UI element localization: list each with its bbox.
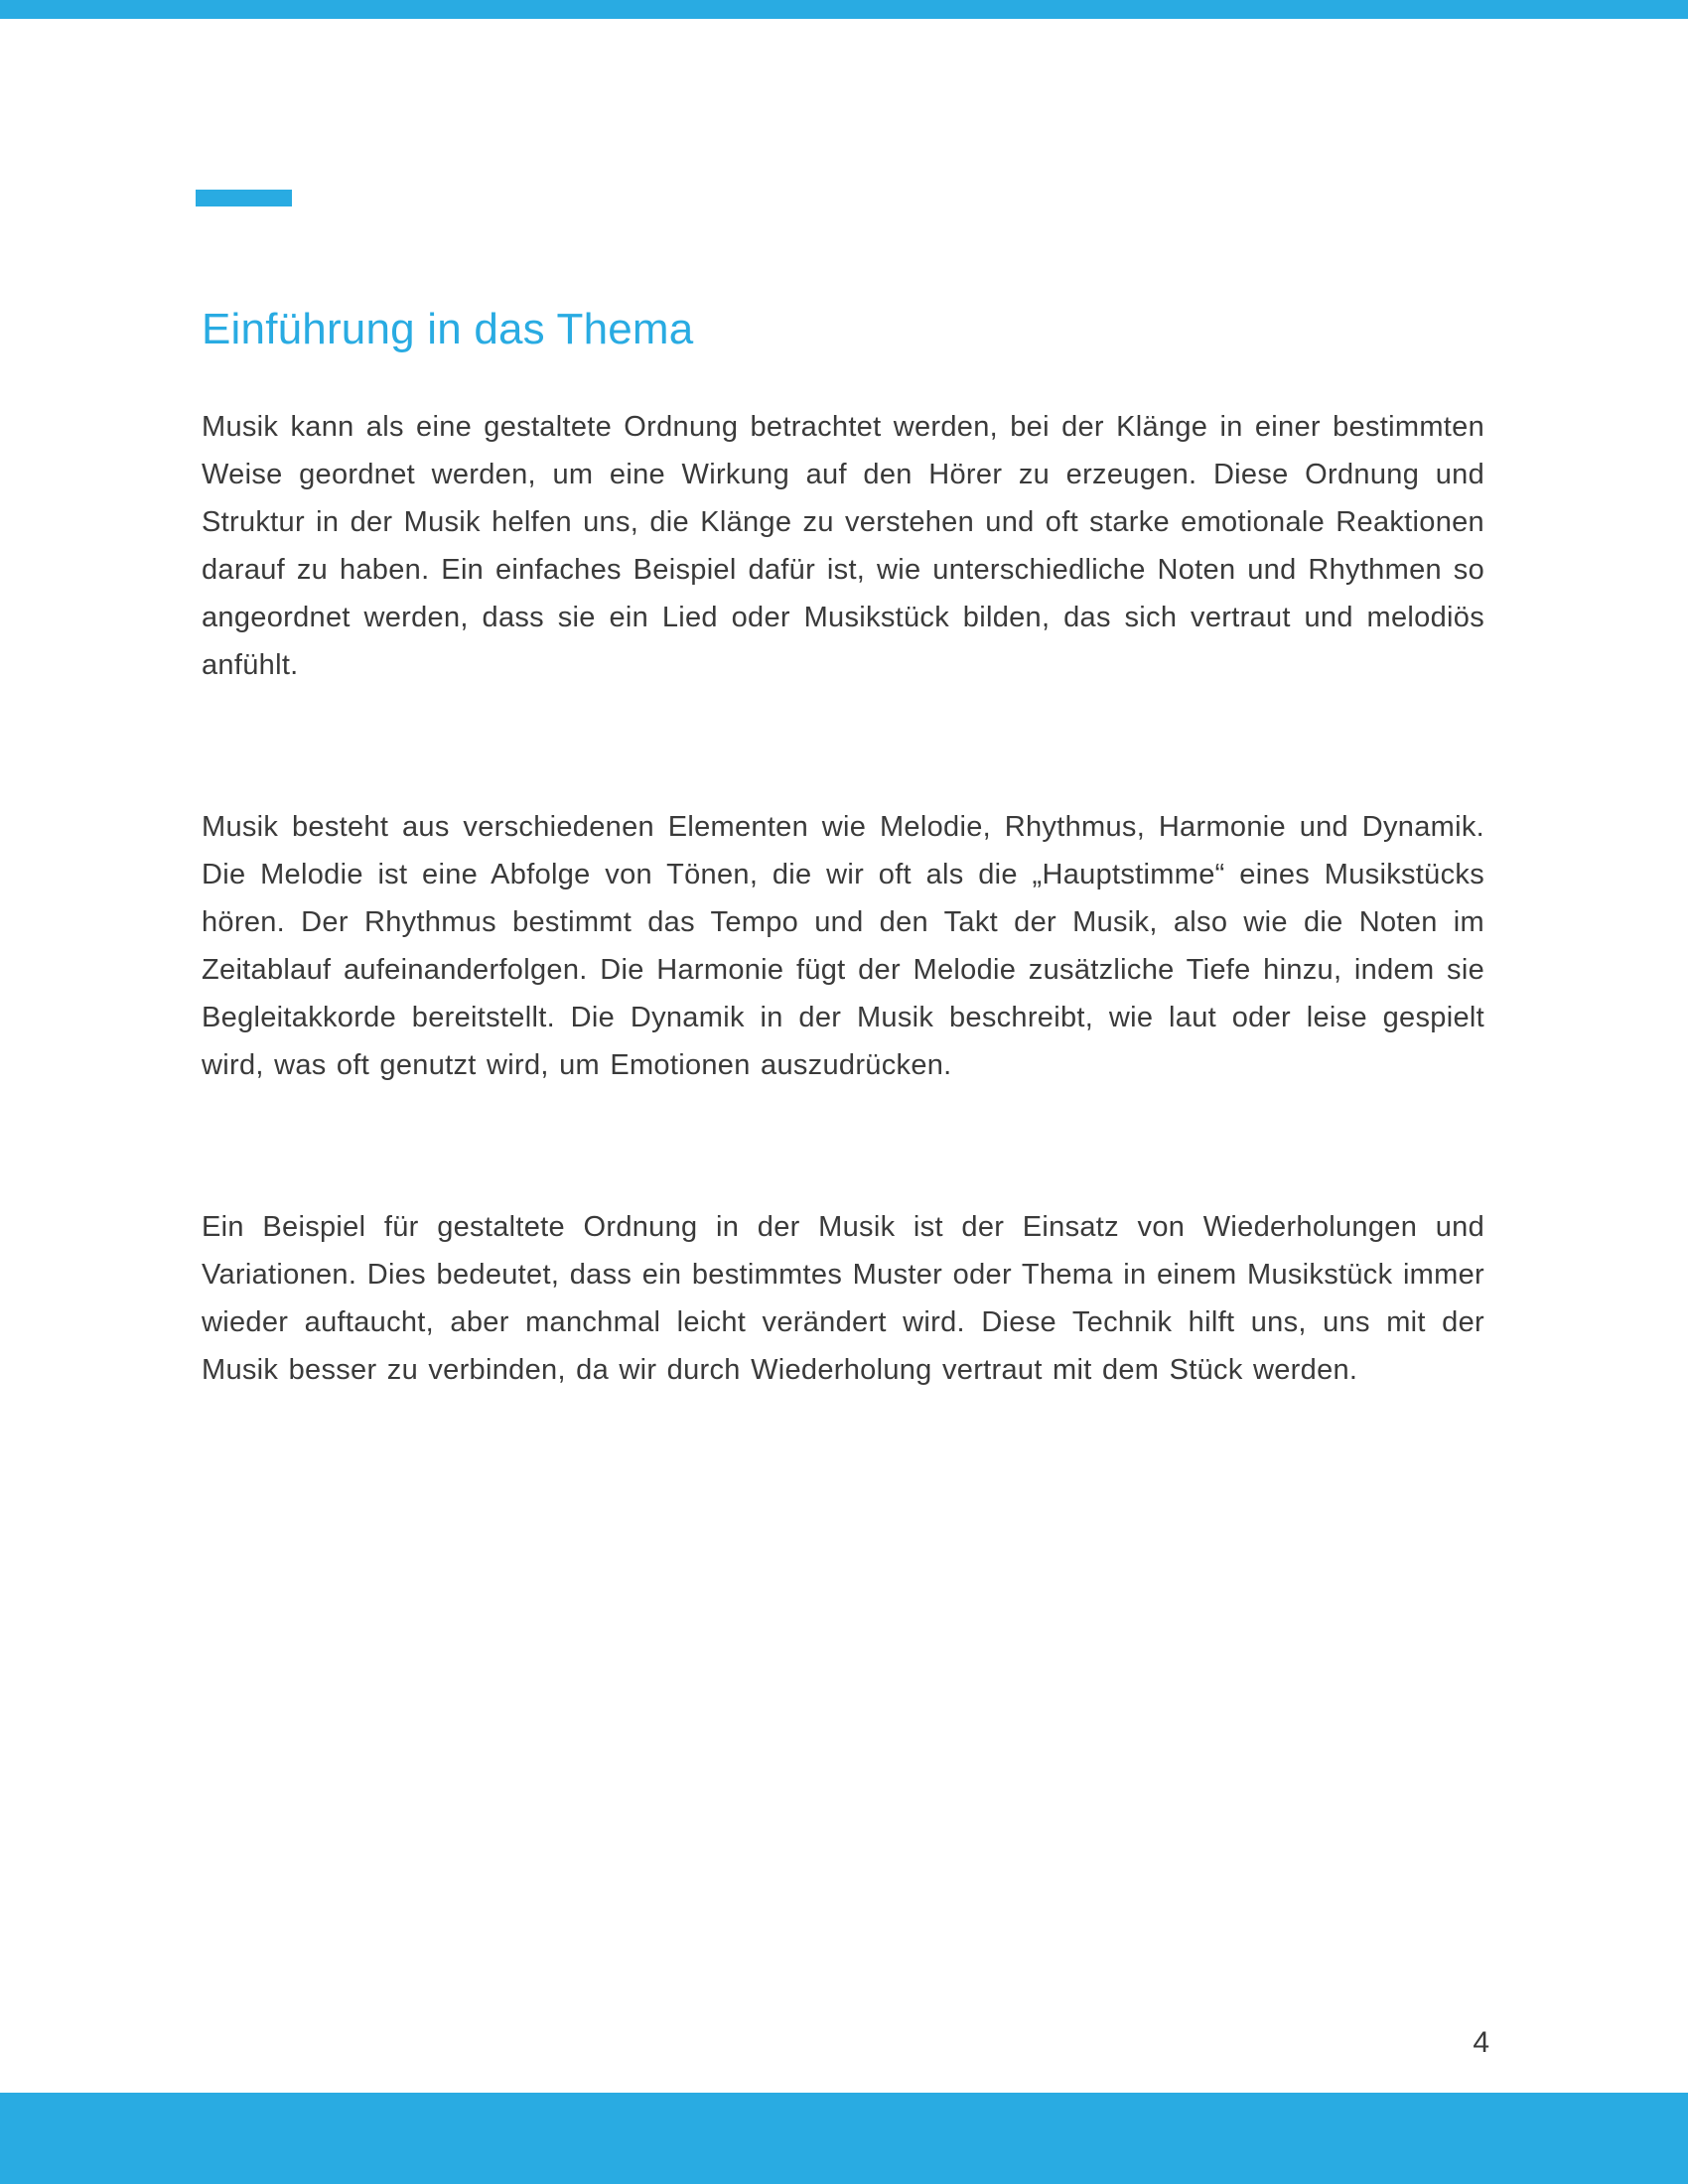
top-border-bar [0, 0, 1688, 19]
page-title: Einführung in das Thema [202, 305, 694, 353]
bottom-border-bar [0, 2093, 1688, 2184]
page-number: 4 [1473, 2026, 1489, 2059]
paragraph-elements: Musik besteht aus verschiedenen Elementen wie Melodie, Rhythmus, Harmonie und Dynamik. Die Melodie ist eine Abfolge von Tönen, die wir oft als die „Hauptstimme“ eines Musikstücks hören. Der Rhythmus bestimmt das Tempo und den Takt der Musik, also wie die Noten im Zeitablauf aufeinanderfolgen. Die Harmonie fügt der Melodie zusätzliche Tiefe hinzu, indem sie Begleitakkorde bereitstellt. Die Dynamik in der Musik beschreibt, wie laut oder leise gespielt wird, was oft genutzt wird, um Emotionen auszudrücken. [202, 811, 1484, 1081]
heading-accent-bar [196, 190, 292, 206]
page-content [202, 303, 1484, 1394]
paragraph-intro: Musik kann als eine gestaltete Ordnung betrachtet werden, bei der Klänge in einer bestimmten Weise geordnet werden, um eine Wirkung auf den Hörer zu erzeugen. Diese Ordnung und Struktur in der Musik helfen uns, die Klänge zu verstehen und oft starke emotionale Reaktionen darauf zu haben. Ein einfaches Beispiel dafür ist, wie unterschiedliche Noten und Rhythmen so angeordnet werden, dass sie ein Lied oder Musikstück bilden, das sich vertraut und melodiös anfühlt. [202, 411, 1484, 681]
paragraph-repetition: Ein Beispiel für gestaltete Ordnung in der Musik ist der Einsatz von Wiederholungen und Variationen. Dies bedeutet, dass ein bestimmtes Muster oder Thema in einem Musikstück immer wieder auftaucht, aber manchmal leicht verändert wird. Diese Technik hilft uns, uns mit der Musik besser zu verbinden, da wir durch Wiederholung vertraut mit dem Stück werden. [202, 1211, 1484, 1386]
